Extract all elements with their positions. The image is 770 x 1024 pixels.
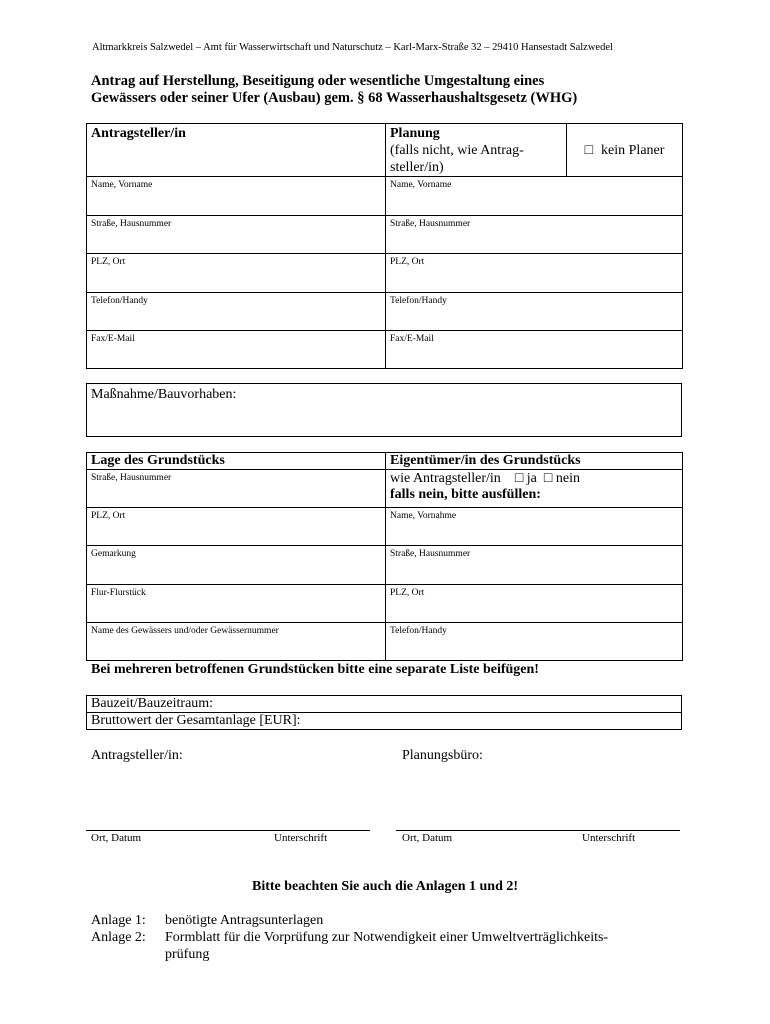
multi-plot-note: Bei mehreren betroffenen Grundstücken bitte eine separate Liste beifügen!: [91, 662, 539, 677]
no-checkbox[interactable]: □: [543, 471, 553, 486]
owner-field[interactable]: PLZ, Ort: [386, 585, 683, 623]
no-planner-checkbox[interactable]: □: [584, 143, 594, 158]
location-field[interactable]: Gemarkung: [87, 546, 386, 585]
no-planner-label: kein Planer: [601, 143, 665, 158]
applicant-signature-caption: Unterschrift: [274, 832, 328, 844]
yes-label: ja: [526, 471, 537, 486]
applicant-field[interactable]: Telefon/Handy: [87, 293, 386, 331]
planner-place-date: Ort, Datum: [402, 832, 453, 844]
form-title: [91, 73, 691, 107]
owner-same-label: wie Antragsteller/in: [390, 471, 501, 486]
owner-field[interactable]: Telefon/Handy: [386, 623, 683, 661]
location-field[interactable]: PLZ, Ort: [87, 508, 386, 546]
location-owner-table: [86, 452, 683, 661]
applicant-field[interactable]: Name, Vorname: [87, 177, 386, 216]
applicant-signature-line[interactable]: [86, 830, 370, 831]
owner-field[interactable]: Straße, Hausnummer: [386, 546, 683, 585]
applicant-heading-cell: Antragsteller/in: [87, 124, 386, 177]
planner-signature-line[interactable]: [396, 830, 680, 831]
measure-table: [86, 383, 682, 437]
planner-signature-caption: Unterschrift: [582, 832, 636, 844]
planner-field[interactable]: Name, Vorname: [386, 177, 683, 216]
applicant-signature-label: Antragsteller/in:: [91, 748, 183, 763]
applicant-field[interactable]: Straße, Hausnummer: [87, 216, 386, 254]
attachment-item-continuation: prüfung: [165, 947, 210, 962]
letterhead: Altmarkkreis Salzwedel – Amt für Wasserwirtschaft und Naturschutz – Karl-Marx-Straße 32 – 29410 Hansestadt Salzwedel: [92, 42, 613, 53]
yes-checkbox[interactable]: □: [514, 471, 524, 486]
construction-period-field[interactable]: Bauzeit/Bauzeitraum:: [87, 696, 682, 713]
attachment-item: Anlage 1: benötigte Antragsunterlagen: [91, 913, 324, 928]
planner-signature-label: Planungsbüro:: [402, 748, 483, 763]
title-line-2: Gewässers oder seiner Ufer (Ausbau) gem. § 68 Wasserhaushaltsgesetz (WHG): [91, 90, 578, 106]
if-no-instruction: falls nein, bitte ausfüllen:: [390, 487, 541, 502]
planner-field[interactable]: Straße, Hausnummer: [386, 216, 683, 254]
owner-heading-cell: Eigentümer/in des Grundstücks: [386, 453, 683, 470]
gross-value-field[interactable]: Bruttowert der Gesamtanlage [EUR]:: [87, 713, 682, 730]
location-field[interactable]: Name des Gewässers und/oder Gewässernummer: [87, 623, 386, 661]
attachments-list: [91, 912, 691, 963]
location-field[interactable]: Flur-Flurstück: [87, 585, 386, 623]
applicant-planning-table: [86, 123, 683, 369]
planner-field[interactable]: PLZ, Ort: [386, 254, 683, 293]
title-line-1: Antrag auf Herstellung, Beseitigung oder wesentliche Umgestaltung eines: [91, 73, 545, 89]
owner-same-cell: [386, 470, 683, 508]
measure-field[interactable]: Maßnahme/Bauvorhaben:: [87, 384, 682, 437]
planner-field[interactable]: Telefon/Handy: [386, 293, 683, 331]
owner-field[interactable]: Name, Vornahme: [386, 508, 683, 546]
attachments-note: Bitte beachten Sie auch die Anlagen 1 und 2!: [251, 879, 519, 894]
planner-field[interactable]: Fax/E-Mail: [386, 331, 683, 369]
applicant-field[interactable]: Fax/E-Mail: [87, 331, 386, 369]
period-value-table: [86, 695, 682, 730]
applicant-field[interactable]: PLZ, Ort: [87, 254, 386, 293]
location-heading-cell: Lage des Grundstücks: [87, 453, 386, 470]
location-field[interactable]: Straße, Hausnummer: [87, 470, 386, 508]
planning-heading-cell: Planung (falls nicht, wie Antrag- steller/in): [386, 124, 567, 177]
no-label: nein: [555, 471, 580, 486]
attachment-item: Anlage 2: Formblatt für die Vorprüfung zur Notwendigkeit einer Umweltverträglichkeits-: [91, 930, 609, 945]
applicant-place-date: Ort, Datum: [91, 832, 142, 844]
no-planner-cell: [567, 124, 683, 177]
